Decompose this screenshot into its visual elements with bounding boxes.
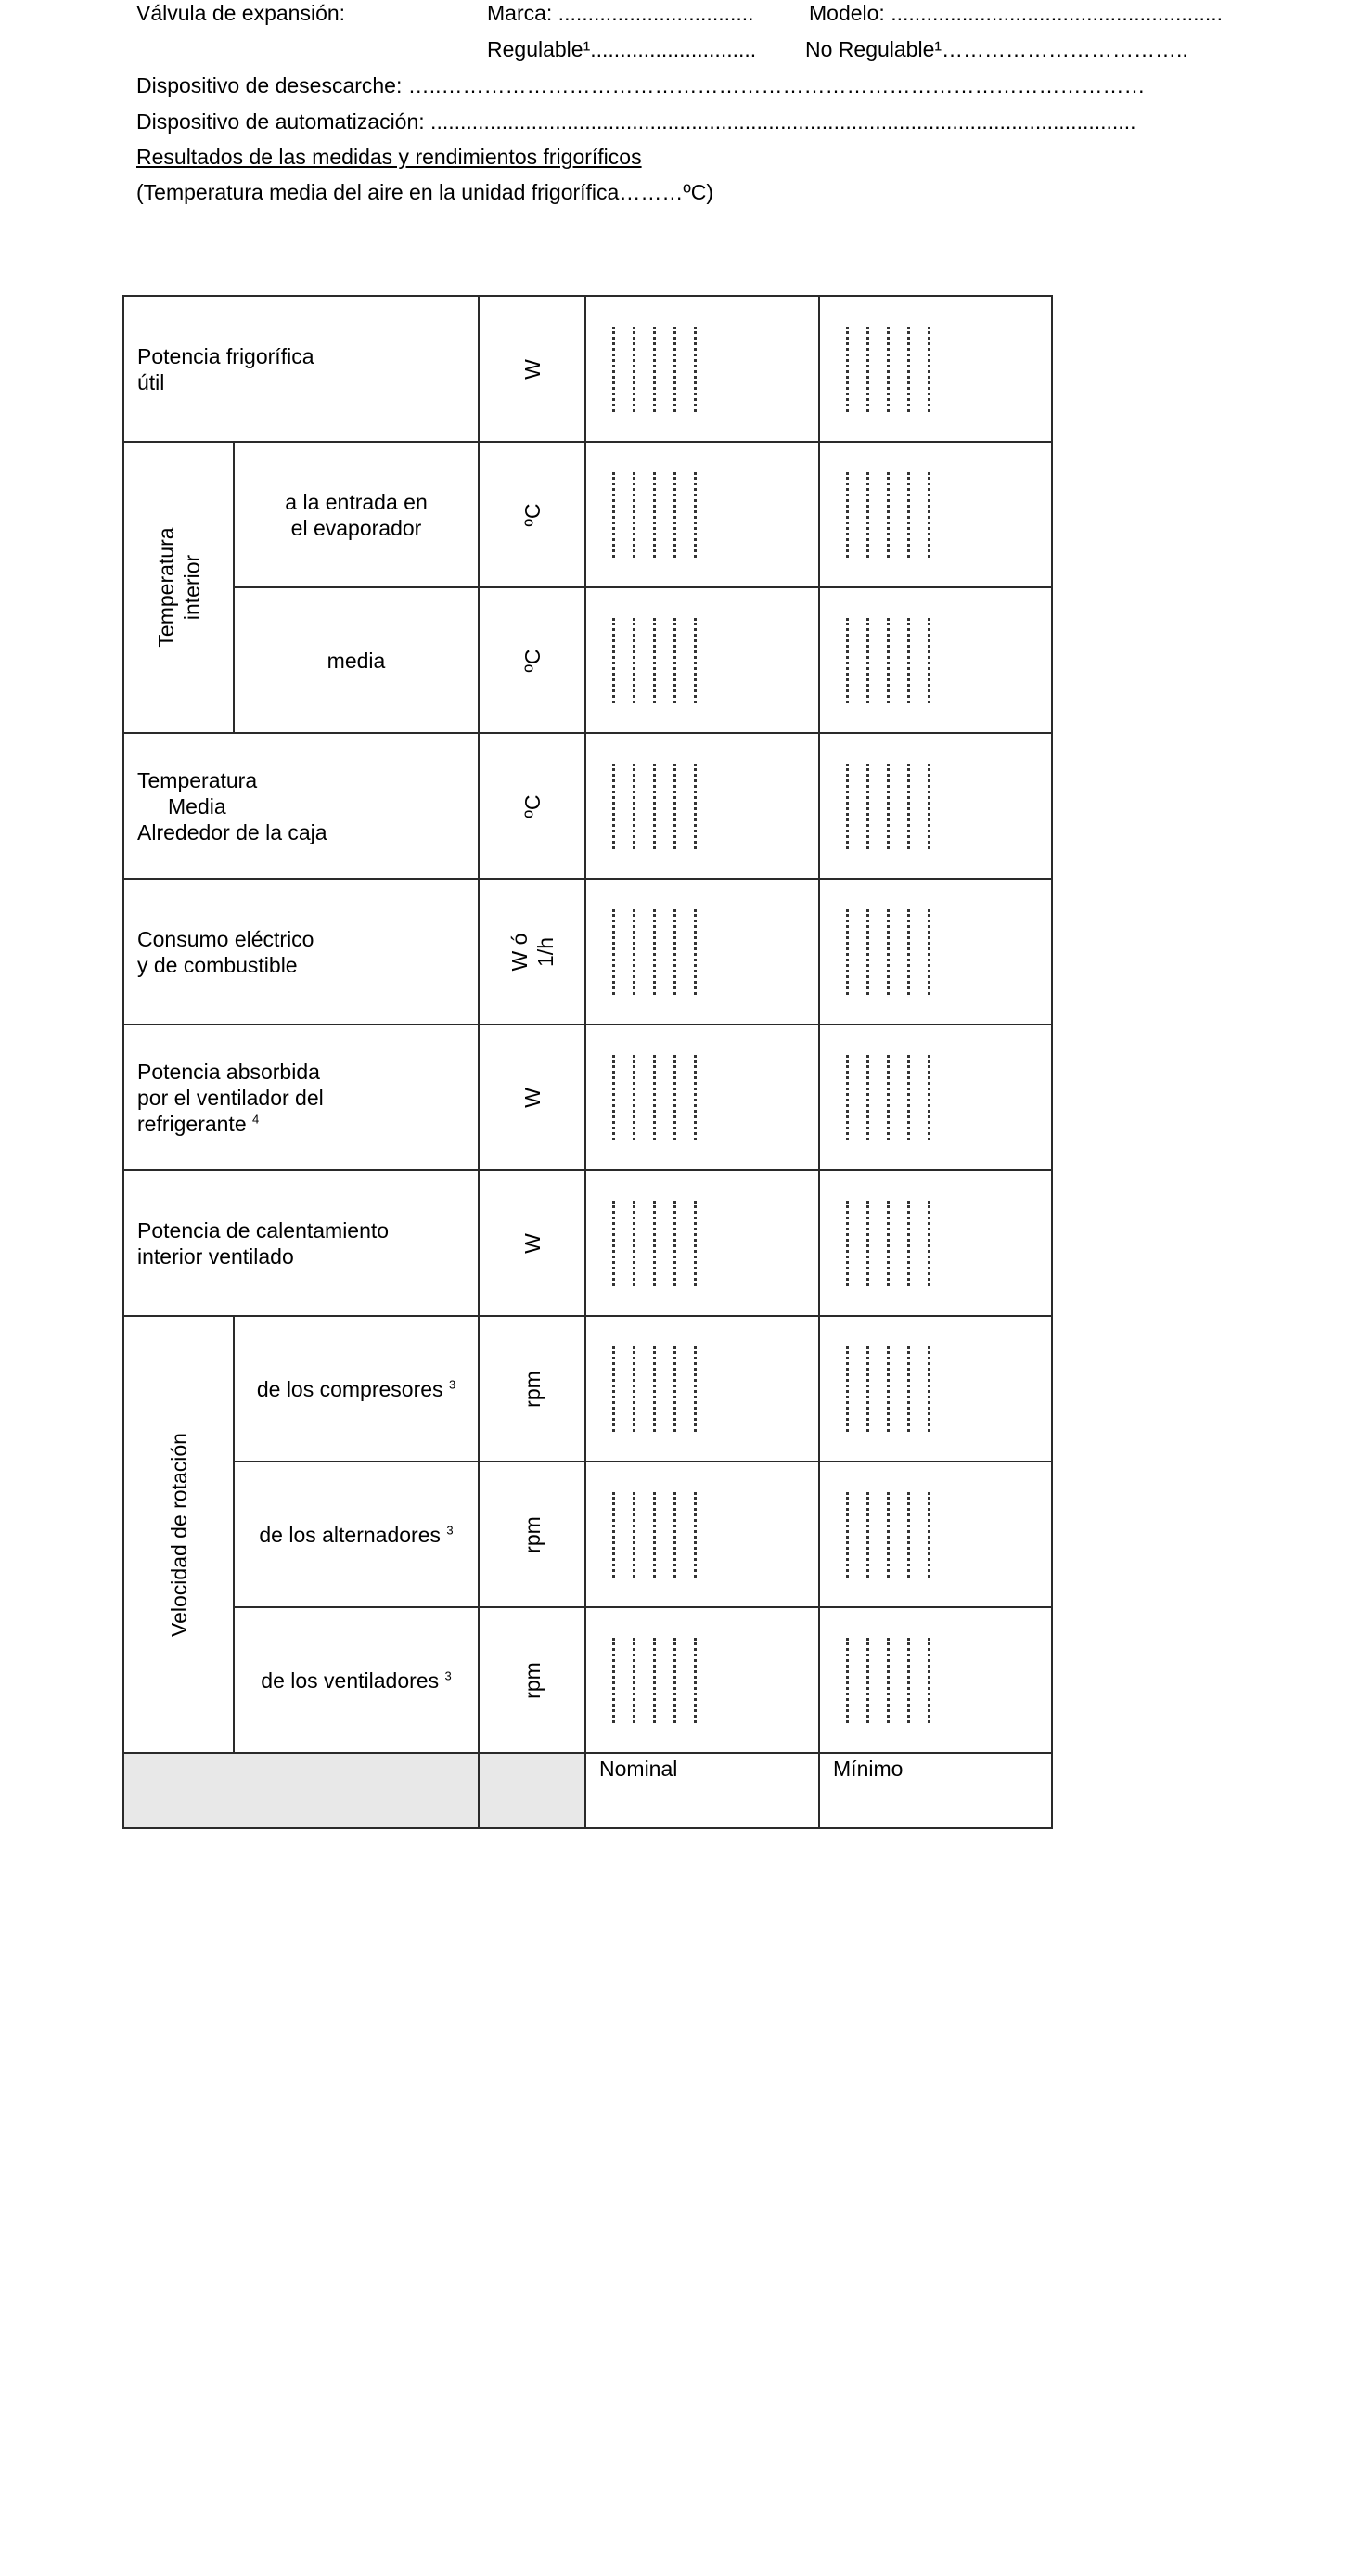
value-cell-minimo	[819, 442, 1052, 587]
row-label: Temperatura Media Alrededor de la caja	[123, 733, 479, 879]
table-row	[123, 1024, 1052, 1170]
row-label: Consumo eléctrico y de combustible	[123, 879, 479, 1024]
empty-gray-cell	[123, 1753, 479, 1828]
unit-cell: rpm	[479, 1607, 585, 1753]
value-cell-nominal	[585, 442, 819, 587]
modelo-field: Modelo: ........................................................	[809, 1, 1224, 25]
table-row	[123, 1316, 1052, 1462]
value-cell-nominal	[585, 587, 819, 733]
marca-field: Marca: .................................	[487, 1, 754, 25]
value-cell-nominal	[585, 1462, 819, 1607]
value-cell-nominal	[585, 733, 819, 879]
automatizacion-field: Dispositivo de automatización: .......................................................................................................................	[136, 109, 1136, 134]
value-cell-minimo	[819, 1170, 1052, 1316]
table-row	[123, 879, 1052, 1024]
value-cell-nominal	[585, 1607, 819, 1753]
value-cell-minimo	[819, 1316, 1052, 1462]
unit-cell: ºC	[479, 442, 585, 587]
table-row	[123, 442, 1052, 587]
unit-cell: ºC	[479, 587, 585, 733]
empty-gray-unit-cell	[479, 1753, 585, 1828]
group-label-velocidad-rotacion: Velocidad de rotación	[123, 1316, 234, 1753]
row-sublabel: media	[234, 587, 479, 733]
unit-cell: W	[479, 1024, 585, 1170]
expansion-valve-label: Válvula de expansión:	[136, 1, 346, 25]
group-label-temperatura-interior: Temperatura interior	[123, 442, 234, 733]
column-header-minimo: Mínimo	[819, 1753, 1052, 1828]
value-cell-nominal	[585, 1170, 819, 1316]
row-sublabel: a la entrada en el evaporador	[234, 442, 479, 587]
row-label: Potencia absorbida por el ventilador del refrigerante $^4$	[123, 1024, 479, 1170]
value-cell-minimo	[819, 296, 1052, 442]
unit-cell: W ó 1/h	[479, 879, 585, 1024]
results-table	[122, 295, 1053, 1829]
column-header-nominal: Nominal	[585, 1753, 819, 1828]
table-row	[123, 296, 1052, 442]
table-row	[123, 1607, 1052, 1753]
section-title: Resultados de las medidas y rendimientos frigoríficos	[136, 145, 642, 169]
value-cell-minimo	[819, 733, 1052, 879]
table-row	[123, 587, 1052, 733]
value-cell-minimo	[819, 1607, 1052, 1753]
unit-cell: W	[479, 296, 585, 442]
value-cell-minimo	[819, 879, 1052, 1024]
row-sublabel: de los compresores $^3$	[234, 1316, 479, 1462]
value-cell-nominal	[585, 1316, 819, 1462]
unit-cell: W	[479, 1170, 585, 1316]
row-sublabel: de los ventiladores $^3$	[234, 1607, 479, 1753]
value-cell-nominal	[585, 879, 819, 1024]
value-cell-minimo	[819, 1024, 1052, 1170]
regulable-field: Regulable¹............................	[487, 37, 757, 61]
desescarche-field: Dispositivo de desescarche: …..………………………………………………………………………………………	[136, 73, 1146, 97]
table-footer-row	[123, 1753, 1052, 1828]
table-row	[123, 733, 1052, 879]
value-cell-minimo	[819, 587, 1052, 733]
value-cell-minimo	[819, 1462, 1052, 1607]
unit-cell: rpm	[479, 1316, 585, 1462]
unit-cell: rpm	[479, 1462, 585, 1607]
no-regulable-field: No Regulable¹……………………………..	[805, 37, 1188, 61]
value-cell-nominal	[585, 1024, 819, 1170]
table-row	[123, 1170, 1052, 1316]
row-label: Potencia de calentamiento interior ventilado	[123, 1170, 479, 1316]
temperature-note: (Temperatura media del aire en la unidad frigorífica………ºC)	[136, 180, 713, 204]
unit-cell: ºC	[479, 733, 585, 879]
table-row	[123, 1462, 1052, 1607]
value-cell-nominal	[585, 296, 819, 442]
row-label: Potencia frigorífica útil	[123, 296, 479, 442]
row-sublabel: de los alternadores $^3$	[234, 1462, 479, 1607]
